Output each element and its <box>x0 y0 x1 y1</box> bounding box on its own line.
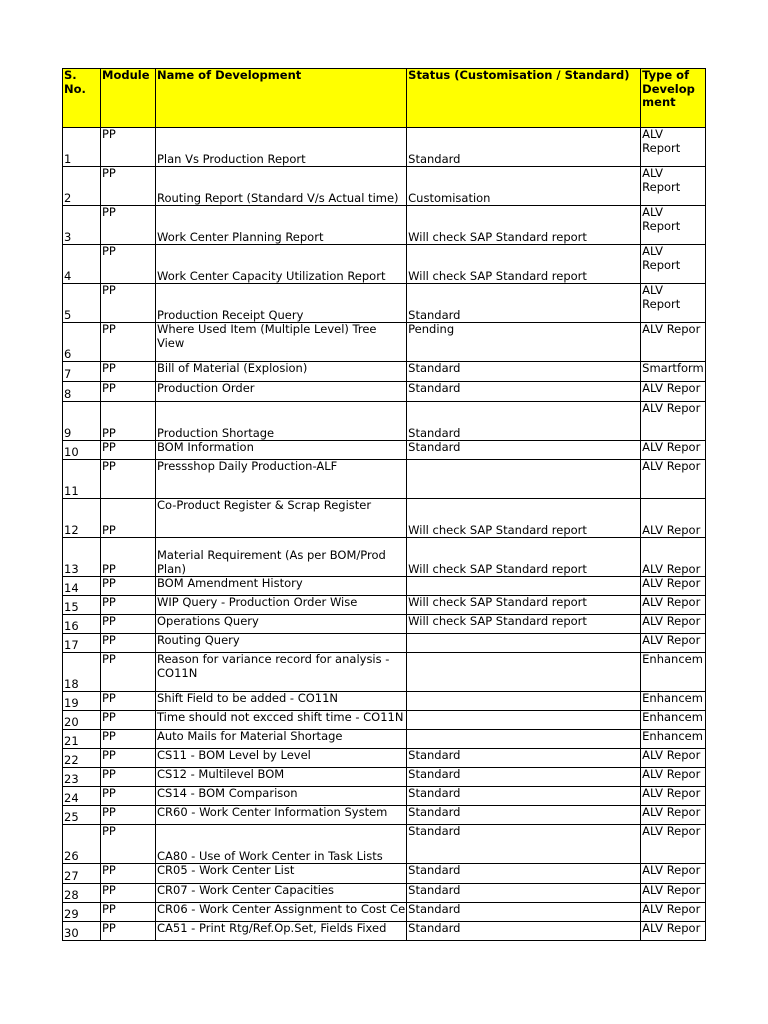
cell-status[interactable]: Will check SAP Standard report <box>407 206 641 245</box>
cell-sno[interactable]: 18 <box>63 653 101 692</box>
cell-sno[interactable]: 9 <box>63 402 101 441</box>
table-row <box>63 323 706 362</box>
cell-name[interactable]: CS14 - BOM Comparison <box>156 787 407 806</box>
cell-module[interactable]: PP <box>101 245 156 284</box>
table-row <box>63 577 706 596</box>
cell-status[interactable]: Standard <box>407 825 641 864</box>
header-type[interactable]: Type of Develop ment <box>641 69 706 128</box>
table-row <box>63 167 706 206</box>
table-row <box>63 362 706 382</box>
table-row <box>63 749 706 768</box>
table-row <box>63 768 706 787</box>
cell-sno[interactable]: 23 <box>63 768 101 787</box>
cell-type[interactable]: ALV Repor <box>641 499 706 538</box>
cell-type[interactable]: ALV Repor <box>641 768 706 787</box>
cell-module[interactable]: PP <box>101 615 156 634</box>
cell-name[interactable]: Routing Query <box>156 634 407 653</box>
cell-module[interactable]: PP <box>101 634 156 653</box>
cell-status[interactable]: Standard <box>407 787 641 806</box>
cell-name[interactable]: WIP Query - Production Order Wise <box>156 596 407 615</box>
cell-status[interactable]: Standard <box>407 806 641 825</box>
table-row <box>63 206 706 245</box>
cell-name[interactable]: Where Used Item (Multiple Level) Tree View <box>156 323 407 362</box>
cell-name[interactable]: CS11 - BOM Level by Level <box>156 749 407 768</box>
cell-module[interactable]: PP <box>101 538 156 577</box>
cell-sno[interactable]: 24 <box>63 787 101 806</box>
cell-sno[interactable]: 22 <box>63 749 101 768</box>
cell-status[interactable]: Will check SAP Standard report <box>407 499 641 538</box>
cell-type[interactable]: ALV Report <box>641 128 706 167</box>
cell-status[interactable]: Will check SAP Standard report <box>407 615 641 634</box>
cell-name[interactable]: Routing Report (Standard V/s Actual time) <box>156 167 407 206</box>
cell-name[interactable]: CS12 - Multilevel BOM <box>156 768 407 787</box>
cell-status[interactable]: Will check SAP Standard report <box>407 596 641 615</box>
cell-sno[interactable]: 16 <box>63 615 101 634</box>
cell-type[interactable]: ALV Repor <box>641 538 706 577</box>
cell-module[interactable]: PP <box>101 825 156 864</box>
table-row <box>63 884 706 903</box>
cell-type[interactable]: ALV Repor <box>641 441 706 460</box>
cell-type[interactable]: ALV Report <box>641 245 706 284</box>
cell-sno[interactable]: 27 <box>63 864 101 884</box>
cell-module[interactable]: PP <box>101 749 156 768</box>
cell-type[interactable]: ALV Repor <box>641 787 706 806</box>
cell-type[interactable]: ALV Repor <box>641 903 706 922</box>
cell-type[interactable]: ALV Repor <box>641 323 706 362</box>
table-row <box>63 284 706 323</box>
cell-name[interactable]: Work Center Capacity Utilization Report <box>156 245 407 284</box>
cell-status[interactable]: Standard <box>407 382 641 402</box>
cell-name[interactable]: CA80 - Use of Work Center in Task Lists <box>156 825 407 864</box>
cell-status[interactable]: Standard <box>407 128 641 167</box>
cell-type[interactable]: ALV Repor <box>641 749 706 768</box>
cell-status[interactable] <box>407 711 641 730</box>
cell-status[interactable]: Pending <box>407 323 641 362</box>
cell-sno[interactable]: 7 <box>63 362 101 382</box>
cell-name[interactable]: CA51 - Print Rtg/Ref.Op.Set, Fields Fixed <box>156 922 407 941</box>
cell-sno[interactable]: 20 <box>63 711 101 730</box>
table-body <box>63 128 706 941</box>
cell-status[interactable] <box>407 577 641 596</box>
cell-type[interactable]: ALV Repor <box>641 634 706 653</box>
cell-name[interactable]: CR06 - Work Center Assignment to Cost Ce <box>156 903 407 922</box>
header-sno[interactable]: S. No. <box>63 69 101 128</box>
cell-module[interactable]: PP <box>101 596 156 615</box>
cell-status[interactable]: Standard <box>407 768 641 787</box>
cell-status[interactable]: Will check SAP Standard report <box>407 538 641 577</box>
cell-name[interactable]: Auto Mails for Material Shortage <box>156 730 407 749</box>
cell-name[interactable]: CR05 - Work Center List <box>156 864 407 884</box>
cell-type[interactable]: Enhancem <box>641 711 706 730</box>
cell-module[interactable]: PP <box>101 441 156 460</box>
table-row <box>63 922 706 941</box>
cell-name[interactable]: Plan Vs Production Report <box>156 128 407 167</box>
table-row <box>63 128 706 167</box>
cell-sno[interactable]: 13 <box>63 538 101 577</box>
cell-status[interactable] <box>407 730 641 749</box>
cell-type[interactable]: ALV Repor <box>641 596 706 615</box>
cell-module[interactable]: PP <box>101 806 156 825</box>
cell-status[interactable]: Standard <box>407 749 641 768</box>
cell-name[interactable]: CR07 - Work Center Capacities <box>156 884 407 903</box>
table-row <box>63 653 706 692</box>
cell-type[interactable]: Smartform <box>641 362 706 382</box>
cell-name[interactable]: Operations Query <box>156 615 407 634</box>
cell-name[interactable]: BOM Information <box>156 441 407 460</box>
cell-sno[interactable]: 26 <box>63 825 101 864</box>
cell-sno[interactable]: 15 <box>63 596 101 615</box>
cell-sno[interactable]: 2 <box>63 167 101 206</box>
cell-type[interactable]: ALV Report <box>641 284 706 323</box>
table-row <box>63 825 706 864</box>
cell-type[interactable]: ALV Repor <box>641 922 706 941</box>
table-row <box>63 245 706 284</box>
cell-module[interactable]: PP <box>101 884 156 903</box>
cell-module[interactable]: PP <box>101 402 156 441</box>
cell-type[interactable]: ALV Repor <box>641 615 706 634</box>
cell-module[interactable]: PP <box>101 711 156 730</box>
cell-name[interactable]: Production Order <box>156 382 407 402</box>
cell-name[interactable]: Work Center Planning Report <box>156 206 407 245</box>
cell-name[interactable]: Bill of Material (Explosion) <box>156 362 407 382</box>
cell-module[interactable]: PP <box>101 206 156 245</box>
cell-type[interactable]: ALV Report <box>641 206 706 245</box>
cell-name[interactable]: Shift Field to be added - CO11N <box>156 692 407 711</box>
header-module[interactable]: Module <box>101 69 156 128</box>
cell-name[interactable]: Production Receipt Query <box>156 284 407 323</box>
table-row <box>63 402 706 441</box>
cell-status[interactable] <box>407 460 641 499</box>
cell-status[interactable]: Will check SAP Standard report <box>407 245 641 284</box>
cell-module[interactable]: PP <box>101 284 156 323</box>
cell-sno[interactable]: 19 <box>63 692 101 711</box>
cell-module[interactable]: PP <box>101 460 156 499</box>
cell-sno[interactable]: 14 <box>63 577 101 596</box>
cell-status[interactable]: Standard <box>407 402 641 441</box>
cell-module[interactable]: PP <box>101 577 156 596</box>
cell-status[interactable]: Customisation <box>407 167 641 206</box>
cell-name[interactable]: Reason for variance record for analysis - CO11N <box>156 653 407 692</box>
cell-type[interactable]: ALV Repor <box>641 825 706 864</box>
cell-module[interactable]: PP <box>101 787 156 806</box>
cell-type[interactable]: Enhancem <box>641 730 706 749</box>
cell-status[interactable]: Standard <box>407 903 641 922</box>
table-row <box>63 864 706 884</box>
cell-type[interactable]: ALV Report <box>641 167 706 206</box>
header-name[interactable]: Name of Development <box>156 69 407 128</box>
cell-name[interactable]: Material Requirement (As per BOM/Prod Plan) <box>156 538 407 577</box>
header-row <box>63 69 706 128</box>
cell-status[interactable]: Standard <box>407 284 641 323</box>
cell-module[interactable]: PP <box>101 382 156 402</box>
cell-sno[interactable]: 11 <box>63 460 101 499</box>
table-row <box>63 711 706 730</box>
cell-type[interactable]: ALV Repor <box>641 402 706 441</box>
cell-name[interactable]: Time should not excced shift time - CO11N <box>156 711 407 730</box>
cell-name[interactable]: Pressshop Daily Production-ALF <box>156 460 407 499</box>
cell-type[interactable]: Enhancem <box>641 653 706 692</box>
cell-type[interactable]: ALV Repor <box>641 382 706 402</box>
table-row <box>63 634 706 653</box>
cell-sno[interactable]: 10 <box>63 441 101 460</box>
cell-module[interactable]: PP <box>101 167 156 206</box>
cell-status[interactable] <box>407 653 641 692</box>
cell-sno[interactable]: 1 <box>63 128 101 167</box>
cell-status[interactable]: Standard <box>407 362 641 382</box>
cell-sno[interactable]: 30 <box>63 922 101 941</box>
cell-name[interactable]: Production Shortage <box>156 402 407 441</box>
cell-sno[interactable]: 8 <box>63 382 101 402</box>
cell-status[interactable] <box>407 634 641 653</box>
cell-module[interactable]: PP <box>101 362 156 382</box>
table-row <box>63 596 706 615</box>
cell-module[interactable]: PP <box>101 323 156 362</box>
table-row <box>63 460 706 499</box>
table-row <box>63 730 706 749</box>
cell-module[interactable]: PP <box>101 692 156 711</box>
cell-sno[interactable]: 17 <box>63 634 101 653</box>
cell-module[interactable]: PP <box>101 499 156 538</box>
cell-status[interactable]: Standard <box>407 884 641 903</box>
cell-name[interactable]: BOM Amendment History <box>156 577 407 596</box>
cell-status[interactable]: Standard <box>407 864 641 884</box>
cell-status[interactable]: Standard <box>407 922 641 941</box>
cell-sno[interactable]: 25 <box>63 806 101 825</box>
cell-type[interactable]: ALV Repor <box>641 864 706 884</box>
table-row <box>63 538 706 577</box>
development-table <box>62 68 706 941</box>
cell-sno[interactable]: 21 <box>63 730 101 749</box>
table-row <box>63 787 706 806</box>
cell-sno[interactable]: 4 <box>63 245 101 284</box>
table-row <box>63 382 706 402</box>
cell-sno[interactable]: 29 <box>63 903 101 922</box>
cell-module[interactable]: PP <box>101 864 156 884</box>
header-status[interactable]: Status (Customisation / Standard) <box>407 69 641 128</box>
cell-type[interactable]: ALV Repor <box>641 577 706 596</box>
table-row <box>63 903 706 922</box>
table-row <box>63 615 706 634</box>
cell-module[interactable]: PP <box>101 903 156 922</box>
table-row <box>63 499 706 538</box>
cell-type[interactable]: Enhancem <box>641 692 706 711</box>
cell-name[interactable]: CR60 - Work Center Information System <box>156 806 407 825</box>
cell-sno[interactable]: 12 <box>63 499 101 538</box>
cell-module[interactable]: PP <box>101 922 156 941</box>
cell-type[interactable]: ALV Repor <box>641 806 706 825</box>
cell-module[interactable]: PP <box>101 128 156 167</box>
cell-sno[interactable]: 6 <box>63 323 101 362</box>
cell-module[interactable]: PP <box>101 768 156 787</box>
cell-module[interactable]: PP <box>101 653 156 692</box>
cell-sno[interactable]: 5 <box>63 284 101 323</box>
cell-type[interactable]: ALV Repor <box>641 884 706 903</box>
table-row <box>63 441 706 460</box>
table-row <box>63 692 706 711</box>
cell-status[interactable]: Standard <box>407 441 641 460</box>
cell-module[interactable]: PP <box>101 730 156 749</box>
cell-status[interactable] <box>407 692 641 711</box>
cell-type[interactable]: ALV Repor <box>641 460 706 499</box>
cell-name[interactable]: Co-Product Register & Scrap Register <box>156 499 407 538</box>
table-row <box>63 806 706 825</box>
cell-sno[interactable]: 3 <box>63 206 101 245</box>
cell-sno[interactable]: 28 <box>63 884 101 903</box>
